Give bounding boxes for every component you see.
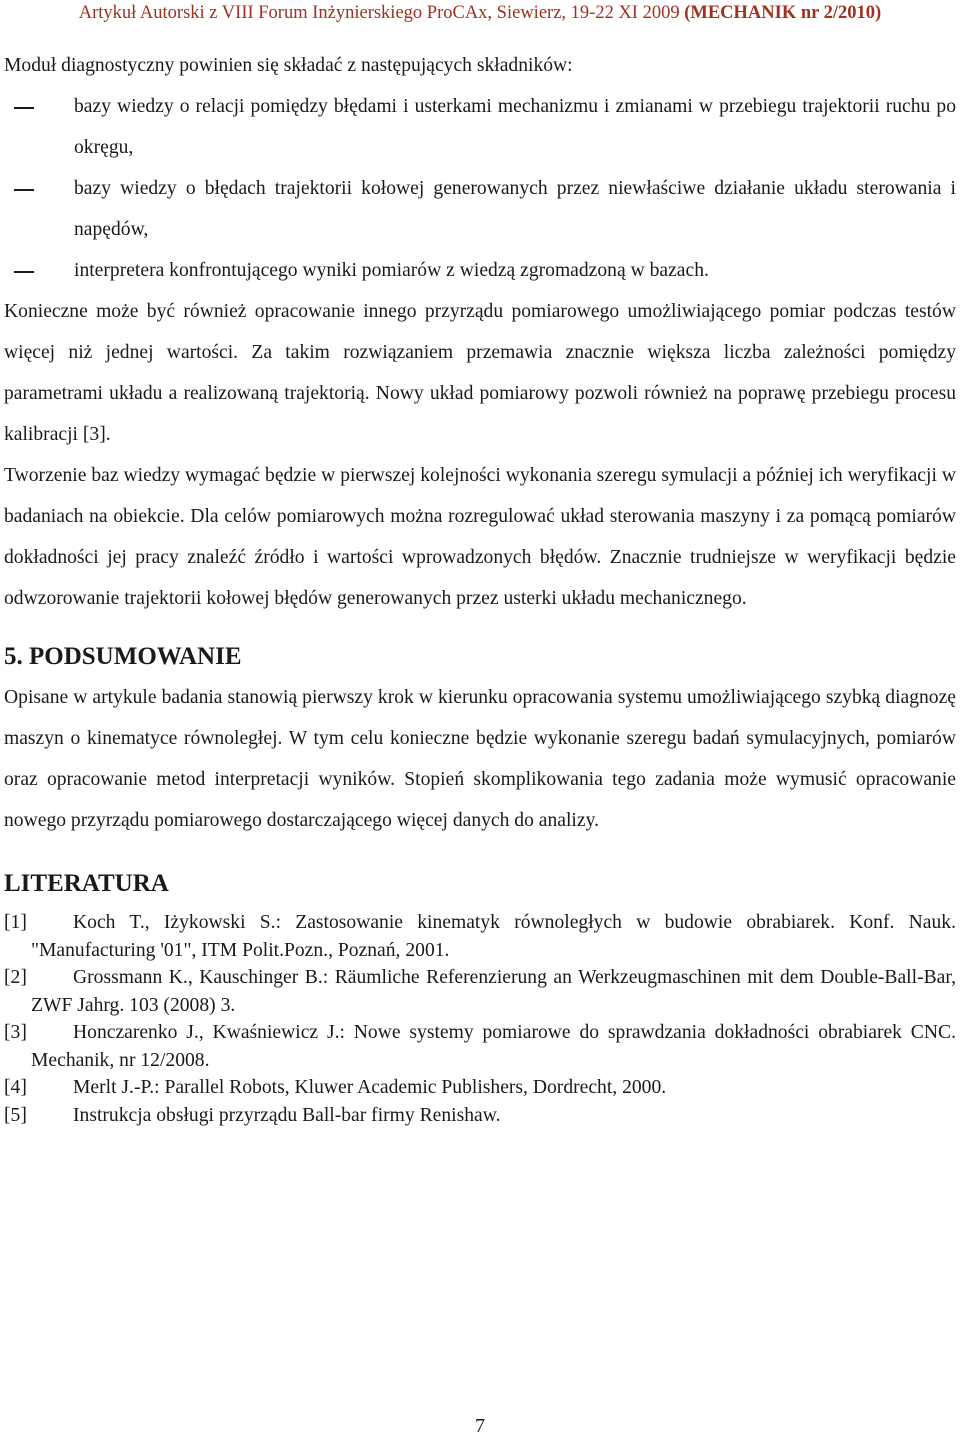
reference-number: [1] — [4, 912, 27, 933]
list-item-text: bazy wiedzy o relacji pomiędzy błędami i usterkami mechanizmu i zmianami w przebiegu trajektorii ruchu po okręgu, — [74, 96, 956, 158]
reference-item — [4, 909, 956, 964]
list-item-text: interpretera konfrontującego wyniki pomiarów z wiedzą zgromadzoną w bazach. — [74, 260, 709, 281]
reference-item — [4, 964, 956, 1019]
list-item — [4, 250, 956, 291]
reference-text: Honczarenko J., Kwaśniewicz J.: Nowe systemy pomiarowe do sprawdzania dokładności obrabiarek CNC. Mechanik, nr 12/2008. — [31, 1022, 956, 1071]
page-number: 7 — [475, 1415, 485, 1437]
literature-heading: LITERATURA — [4, 870, 169, 897]
reference-number: [4] — [4, 1077, 27, 1098]
paragraph-knowledge-bases: Tworzenie baz wiedzy wymagać będzie w pierwszej kolejności wykonania szeregu symulacji a później ich weryfikacji w badaniach na obiekcie. Dla celów pomiarowych można rozregulować układ sterowania maszyny i za pomącą pomiarów dokładności jej pracy znaleźć źródło i wartości wprowadzonych błędów. Znacznie trudniejsze w weryfikacji będzie odwzorowanie trajektorii kołowej błędów generowanych przez usterki układu mechanicznego. — [4, 465, 956, 609]
reference-list — [4, 909, 956, 1129]
reference-number: [5] — [4, 1104, 27, 1126]
article-body — [4, 45, 956, 1129]
running-header — [0, 2, 960, 24]
reference-item — [4, 1019, 956, 1074]
summary-paragraph: Opisane w artykule badania stanowią pierwszy krok w kierunku opracowania systemu umożliwiającego szybką diagnozę maszyn o kinematyce równoległej. W tym celu konieczne będzie wykonanie szeregu badań symulacyjnych, pomiarów oraz opracowanie metod interpretacji wyników. Stopień skomplikowania tego zadania może wymusić opracowanie nowego przyrządu pomiarowego dostarczającego więcej danych do analizy. — [4, 687, 956, 831]
reference-text: Grossmann K., Kauschinger B.: Räumliche Referenzierung an Werkzeugmaschinen mit dem Double-Ball-Bar, ZWF Jahrg. 103 (2008) 3. — [31, 967, 956, 1016]
reference-text: Merlt J.-P.: Parallel Robots, Kluwer Academic Publishers, Dordrecht, 2000. — [73, 1077, 667, 1098]
reference-number: [2] — [4, 967, 27, 988]
summary-heading: 5. PODSUMOWANIE — [4, 643, 242, 670]
list-item — [4, 168, 956, 250]
reference-text: Instrukcja obsługi przyrządu Ball-bar firmy Renishaw. — [73, 1104, 501, 1126]
reference-number: [3] — [4, 1022, 27, 1043]
journal-reference: (MECHANIK nr 2/2010) — [684, 3, 882, 23]
reference-item — [4, 1102, 956, 1130]
module-components-list — [4, 86, 956, 291]
list-item — [4, 86, 956, 168]
running-title: Artykuł Autorski z VIII Forum Inżynierskiego ProCAx, Siewierz, 19-22 XI 2009 — [78, 3, 680, 23]
reference-text: Koch T., Iżykowski S.: Zastosowanie kinematyk równoległych w budowie obrabiarek. Konf. Nauk. "Manufacturing '01", ITM Polit.Pozn., Poznań, 2001. — [31, 912, 956, 961]
diagnostic-module-intro: Moduł diagnostyczny powinien się składać z następujących składników: — [4, 55, 573, 76]
paragraph-measurement-device: Konieczne może być również opracowanie innego przyrządu pomiarowego umożliwiającego pomiar podczas testów więcej niż jednej wartości. Za takim rozwiązaniem przemawia znacznie większa liczba zależności pomiędzy parametrami układu a realizowaną trajektorią. Nowy układ pomiarowy pozwoli również na poprawę przebiegu procesu kalibracji [3]. — [4, 301, 956, 445]
list-item-text: bazy wiedzy o błędach trajektorii kołowej generowanych przez niewłaściwe działanie układu sterowania i napędów, — [74, 178, 956, 240]
reference-item — [4, 1074, 956, 1102]
